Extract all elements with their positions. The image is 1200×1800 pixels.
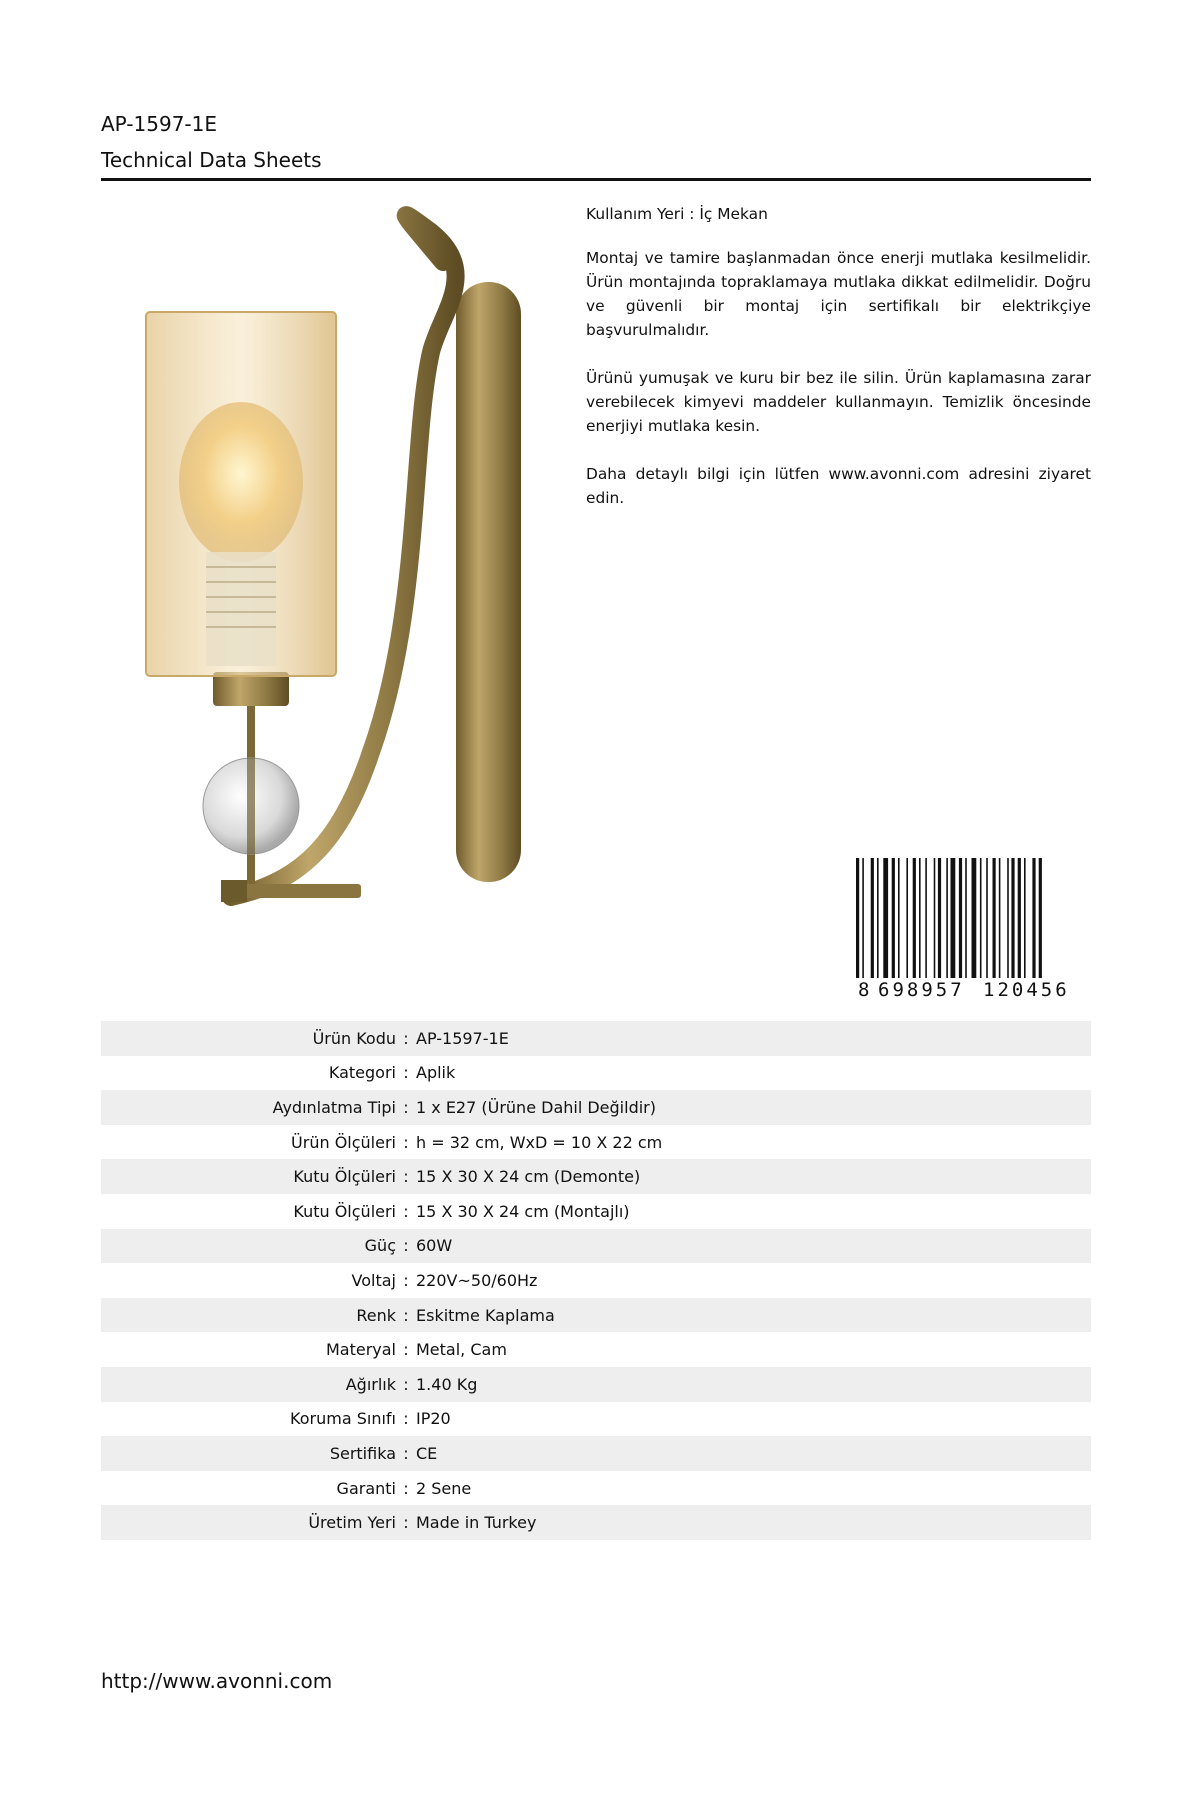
usage-info xyxy=(586,202,1091,534)
holder-cup xyxy=(213,672,289,706)
spec-row xyxy=(101,1021,1091,1056)
barcode-bar xyxy=(1007,858,1009,982)
spec-separator: : xyxy=(403,1028,409,1048)
spec-value: AP-1597-1E xyxy=(416,1028,509,1048)
barcode-bar xyxy=(934,858,936,982)
barcode-bar xyxy=(993,858,996,982)
barcode-bar xyxy=(871,858,874,982)
spec-separator: : xyxy=(403,1167,409,1187)
spec-label: Koruma Sınıfı xyxy=(290,1409,396,1429)
spec-label: Kutu Ölçüleri xyxy=(293,1201,396,1221)
spec-value: 1.40 Kg xyxy=(416,1374,478,1394)
spec-row xyxy=(101,1402,1091,1437)
spec-label: Renk xyxy=(356,1305,396,1325)
spec-value: 15 X 30 X 24 cm (Demonte) xyxy=(416,1167,641,1187)
spec-row xyxy=(101,1332,1091,1367)
spec-label: Ürün Kodu xyxy=(312,1028,396,1048)
spec-separator: : xyxy=(403,1132,409,1152)
barcode-bar xyxy=(980,858,982,982)
spec-value: IP20 xyxy=(416,1409,451,1429)
spec-row xyxy=(101,1298,1091,1333)
spec-value: Aplik xyxy=(416,1063,456,1083)
barcode-group-1: 698957 xyxy=(878,979,965,1000)
usage-location: Kullanım Yeri : İç Mekan xyxy=(586,205,768,223)
barcode-bar xyxy=(883,858,888,982)
barcode-bar xyxy=(913,858,916,982)
spec-label: Ürün Ölçüleri xyxy=(291,1132,396,1152)
barcode-first-digit: 8 xyxy=(858,979,870,1000)
spec-value: 15 X 30 X 24 cm (Montajlı) xyxy=(416,1201,630,1221)
barcode-bar xyxy=(965,858,967,982)
spec-separator: : xyxy=(403,1340,409,1360)
spec-value: 220V~50/60Hz xyxy=(416,1270,538,1290)
spec-label: Ağırlık xyxy=(345,1374,396,1394)
barcode-bar xyxy=(972,858,977,982)
spec-row xyxy=(101,1229,1091,1264)
product-code-title: AP-1597-1E xyxy=(101,112,217,136)
spec-separator: : xyxy=(403,1513,409,1533)
barcode-bar xyxy=(986,858,988,982)
spec-row xyxy=(101,1263,1091,1298)
spec-label: Materyal xyxy=(325,1340,396,1360)
wall-plate xyxy=(456,282,521,882)
spec-value: 60W xyxy=(416,1236,453,1256)
barcode xyxy=(852,858,1092,1000)
barcode-bar xyxy=(999,858,1001,982)
spec-label: Üretim Yeri xyxy=(308,1513,396,1533)
spec-row xyxy=(101,1367,1091,1402)
spec-label: Garanti xyxy=(336,1478,396,1498)
spec-separator: : xyxy=(403,1305,409,1325)
safety-paragraph: Montaj ve tamire başlanmadan önce enerji mutlaka kesilmelidir. Ürün montajında topraklamaya mutlaka dikkat edilmelidir. Doğru ve güvenli bir montaj için sertifikalı bir elektrikçiye başvurulmalıdır. xyxy=(586,249,1091,339)
socket xyxy=(206,552,276,666)
spec-label: Kategori xyxy=(328,1063,396,1083)
spec-row xyxy=(101,1125,1091,1160)
spec-row xyxy=(101,1505,1091,1540)
spec-row xyxy=(101,1471,1091,1506)
spec-separator: : xyxy=(403,1409,409,1429)
barcode-group-2: 120456 xyxy=(983,979,1070,1000)
spec-separator: : xyxy=(403,1443,409,1463)
spec-value: CE xyxy=(416,1443,438,1463)
product-image xyxy=(101,192,541,932)
page-subtitle: Technical Data Sheets xyxy=(101,148,322,172)
spec-value: 2 Sene xyxy=(416,1478,472,1498)
spec-separator: : xyxy=(403,1478,409,1498)
spec-row xyxy=(101,1436,1091,1471)
spec-table xyxy=(101,1021,1091,1540)
barcode-bar xyxy=(898,858,900,982)
more-info-paragraph: Daha detaylı bilgi için lütfen www.avonni.com adresini ziyaret edin. xyxy=(586,465,1091,507)
barcode-bar xyxy=(1011,858,1014,982)
barcode-bar xyxy=(959,858,962,982)
barcode-bar xyxy=(925,858,927,982)
spec-separator: : xyxy=(403,1063,409,1083)
header-divider xyxy=(101,178,1091,181)
spec-separator: : xyxy=(403,1374,409,1394)
spec-value: Metal, Cam xyxy=(416,1340,507,1360)
spec-separator: : xyxy=(403,1236,409,1256)
barcode-bar xyxy=(938,858,941,982)
spec-label: Güç xyxy=(364,1236,396,1256)
barcode-bar xyxy=(946,858,948,982)
spec-value: 1 x E27 (Ürüne Dahil Değildir) xyxy=(416,1097,656,1117)
barcode-bar xyxy=(892,858,895,982)
spec-label: Kutu Ölçüleri xyxy=(293,1167,396,1187)
base-block xyxy=(221,880,247,902)
spec-value: Made in Turkey xyxy=(416,1513,537,1533)
spec-separator: : xyxy=(403,1201,409,1221)
spec-row xyxy=(101,1159,1091,1194)
barcode-bar xyxy=(1024,858,1026,982)
bulb xyxy=(179,402,303,562)
spec-value: Eskitme Kaplama xyxy=(416,1305,555,1325)
spec-value: h = 32 cm, WxD = 10 X 22 cm xyxy=(416,1132,663,1152)
barcode-bar xyxy=(877,858,879,982)
barcode-bar xyxy=(1018,858,1021,982)
website-url[interactable]: http://www.avonni.com xyxy=(101,1669,333,1693)
barcode-bar xyxy=(919,858,921,982)
spec-label: Sertifika xyxy=(329,1443,396,1463)
spec-row xyxy=(101,1090,1091,1125)
cleaning-paragraph: Ürünü yumuşak ve kuru bir bez ile silin. Ürün kaplamasına zarar verebilecek kimyevi maddeler kullanmayın. Temizlik öncesinde enerjiyi mutlaka kesin. xyxy=(586,369,1091,435)
spec-label: Voltaj xyxy=(351,1270,396,1290)
barcode-bar xyxy=(906,858,908,982)
spec-label: Aydınlatma Tipi xyxy=(272,1097,396,1117)
spec-separator: : xyxy=(403,1270,409,1290)
spec-row xyxy=(101,1194,1091,1229)
spec-separator: : xyxy=(403,1097,409,1117)
spec-row xyxy=(101,1056,1091,1091)
